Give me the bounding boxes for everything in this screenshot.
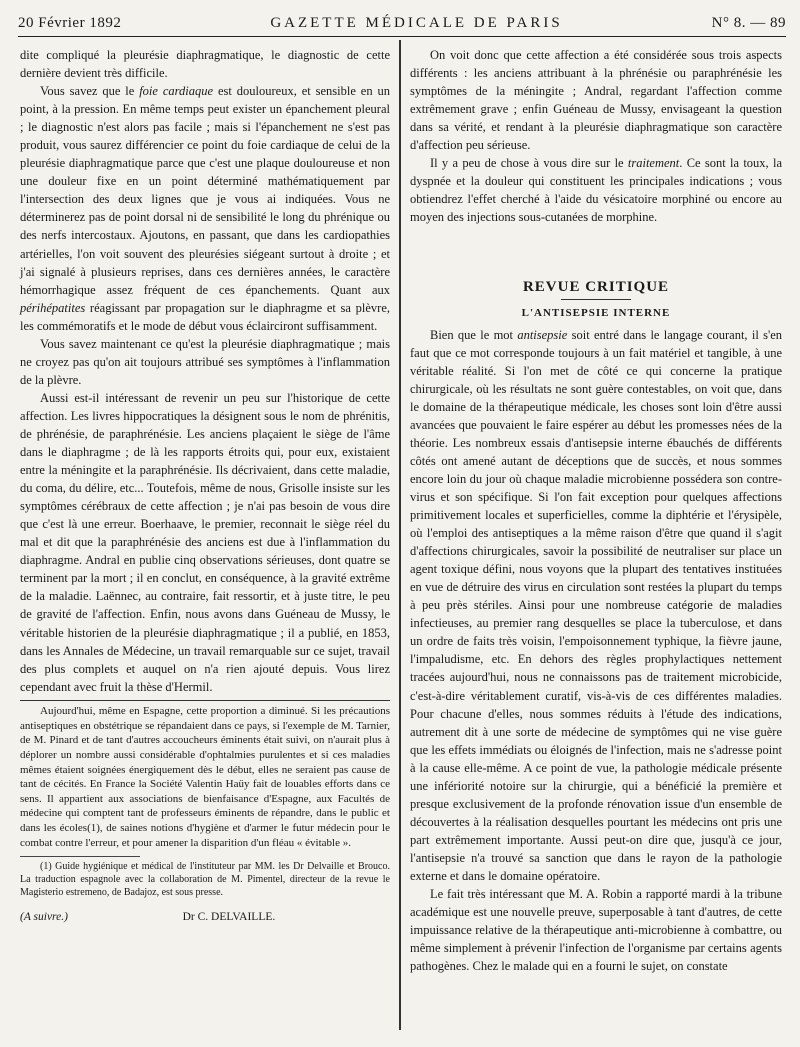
left-paragraph-3: Vous savez maintenant ce qu'est la pleurésie diaphragmatique ; mais ne croyez pas qu'on ait toujours attribué ses symptômes à l'inflammation de la plèvre.	[20, 336, 390, 387]
antisepsie-term: antisepsie	[517, 327, 568, 342]
section-title: REVUE CRITIQUE	[522, 279, 670, 296]
footnote: (1) Guide hygiénique et médical de l'instituteur par MM. les Dr Delvaille et Brouco. La traduction espagnole avec la collaboration de M. Pimentel, directeur de la revue le Magisterio estremeno, de Badajoz, est sous presse.	[20, 861, 390, 898]
header-title: GAZETTE MÉDICALE DE PARIS	[270, 14, 563, 31]
a-suivre: (A suivre.)	[20, 910, 68, 923]
right-column	[410, 46, 782, 975]
left-column	[20, 46, 390, 926]
right-paragraph-4: Le fait très intéressant que M. A. Robin a rapporté mardi à la tribune académique est une nouvelle preuve, superposable à tant d'autres, de cette impuissance relative de la thérapeutique anti-microbienne à combattre, ou même simplement à prévenir l'infection de l'organisme par certains agents pathogènes. Chez le malade qui en a fourni le sujet, on constate	[410, 887, 782, 974]
left-paragraph-5: Aujourd'hui, même en Espagne, cette proportion a diminué. Si les précautions antiseptiques en obstétrique se répandaient dans ce pays, si l'exemple de M. Tarnier, de M. Pinard et de tant d'autres accoucheurs éminents était suivi, on n'aurait plus à déplorer un nombre aussi considérable d'ophtalmies purulentes et si ces maladies mêmes étaient soignées énergiquement dès le début, elles ne seraient pas cause de tant de cécités. En France la Société Valentin Haüy fait de louables efforts dans ce sens. Il appartient aux associations de bienfaisance d'Espagne, aux Facultés de médecine qui comptent tant de professeurs éminents de répandre, dans le public et dans les écoles(1), de saines notions d'hygiène et d'armer le futur médecin pour le combat contre l'erreur, et pour amener la disparition d'un fléau « évitable ».	[20, 705, 390, 849]
article-subtitle: L'ANTISEPSIE INTERNE	[521, 306, 671, 319]
left-paragraph-2: Vous savez que le foie cardiaque est douloureux, et sensible en un point, à la pression. En même temps peut exister un épanchement pleural ; le diagnostic n'est alors pas facile ; mais si l'épanchement ne s'est pas produit, vous saurez différencier ce point du foie cardiaque de celui de la pleurésie diaphragmatique parce que c'est une plaque douloureuse et non une douleur fixe en un point déterminé mathématiquement par l'intersection des deux lignes que je vous ai indiquées. Vous ne déterminerez pas de point dorsal ni de sensibilité le long du phrénique ou des nerfs intercostaux. Ajoutons, en passant, que dans les cardiopathies artérielles, l'on voit souvent des pleurésies siégeant surtout à droite ; et j'ai signalé à plusieurs reprises, dans ces dernières années, le caractère hémorrhagique assez fréquent de ces épanchements. Quant aux périhépatites réagissant par propagation sur le diaphragme et sa plèvre, les commémoratifs et le mode de début vous éclairciront suffisamment.	[20, 84, 390, 333]
foie-cardiaque-term: foie cardiaque	[139, 84, 214, 99]
column-divider	[399, 40, 401, 1030]
section-rule	[561, 299, 631, 300]
traitement-term: traitement	[627, 156, 680, 171]
footnote-rule	[20, 856, 140, 857]
right-paragraph-2: Il y a peu de chose à vous dire sur le traitement. Ce sont la toux, la dyspnée et la douleur qui constituent les principales indications ; vous obtiendrez l'effet cherché à l'aide du vésicatoire morphiné ou encore au moyen des injections sous-cutanées de morphine.	[410, 156, 782, 225]
signature-row	[20, 908, 390, 926]
page-header	[18, 10, 786, 37]
right-paragraph-1: On voit donc que cette affection a été considérée sous trois aspects différents : les anciens attribuant à la phrénésie ou paraphrénésie les symptômes de la méningite ; Andral, regardant l'affection comme extrêmement grave ; enfin Guéneau de Mussy, envisageant la question dans sa vérité, et rendant à la pleurésie diaphragmatique son caractère d'affection peu sérieuse.	[410, 48, 782, 153]
author-signature: Dr C. DELVAILLE.	[182, 910, 276, 923]
header-issue: N° 8. — 89	[711, 14, 786, 31]
left-paragraph-1: dite compliqué la pleurésie diaphragmatique, le diagnostic de cette dernière devient très difficile.	[20, 48, 390, 81]
article-separator	[20, 700, 390, 702]
perihepatites-term: périhépatites	[20, 300, 86, 315]
header-date: 20 Février 1892	[18, 14, 122, 31]
left-paragraph-4: Aussi est-il intéressant de revenir un peu sur l'historique de cette affection. Les livres hippocratiques la désignent sous le nom de phrénitis, de phrénésie, de paraphrénésie. Les anciens plaçaient le siège de l'âme dans le diaphragme ; de là les rapports étroits qui, pour eux, existaient entre la méningite et la paraphrénésie. Ils décrivaient, dans cette maladie, du coma, du délire, etc... Toutefois, même de nous, Grisolle insiste sur les symptômes cérébraux de cette affection ; je n'ai pas besoin de vous dire que c'est là une erreur. Boerhaave, le premier, reconnait le siège réel du mal et dit que la paraphrénésie des anciens est due à l'inflammation du diaphragme. Andral en publie cinq observations sérieuses, dont quatre se terminent par la mort ; il en conclut, en conséquence, à la gravité extrême de la maladie. Laënnec, au contraire, fait ressortir, et à juste titre, le peu de gravité de l'affection. Enfin, nous avons dans Guéneau de Mussy, le véritable historien de la pleurésie diaphragmatique ; il a publié, en 1853, dans les Annales de Médecine, un travail remarquable sur ce sujet, travail des plus complets et auquel on n'a rien ajouté depuis. Vous lirez cependant avec fruit la thèse d'Hermil.	[20, 390, 390, 694]
right-paragraph-3: Bien que le mot antisepsie soit entré dans le langage courant, il s'en faut que ce mot corresponde toujours à un fait matériel et tangible, à une véritable réalité. Si l'on met de côté ce qui concerne la pratique chirurgicale, où les résultats ne sont guère contestables, on voit que, dans le domaine de la thérapeutique médicale, les choses sont loin d'être aussi avancées que pouvaient le faire espérer au début les promesses nées de la théorie. Les nombreux essais d'antisepsie interne ébauchés de différents côtés ont amené autant de déceptions que de succès, et nous sommes encore loin du jour où chaque maladie microbienne possédera son contre-virus et son spécifique. Si l'on fait exception pour quelques affections primitivement locales et superficielles, comme la diphtérie et l'érysipèle, où l'emploi des antiseptiques a la même raison d'être que quand il s'agit d'affections chirurgicales, savoir la possibilité de neutraliser sur place un agent toxique défini, nous voyons que la plupart des tentatives instituées en vue de détruire des virus en circulation sont restées la plupart du temps à peu près stériles. Ainsi pour une nombreuse catégorie de maladies infectieuses, au premier rang desquelles se place la tuberculose, et dans un ordre de faits très voisin, l'empoisonnement typhique, la fièvre jaune, l'impaludisme, etc. En dehors des règles prophylactiques nettement tracées aujourd'hui, nous ne connaissons pas de traitement microbicide, c'est-à-dire véritablement curatif, vis-à-vis de ces différentes maladies. Pour chacune d'elles, nous sommes réduits à l'étude des indications, autrement dit à une sorte de médecine de symptômes qui ne vise guère que les effets immédiats ou éloignés de l'infection, mais ne s'adresse point à la cause elle-même. A ce point de vue, la pathologie médicale présente une infériorité notoire sur la chirurgie, qui a bénéficié la première et presque exclusivement de la profonde rénovation issue d'un ensemble de découvertes à la réalisation desquelles pourtant les médecins ont pris une part extrêmement importante. Aussi peut-on dire que, jusqu'à ce jour, l'antisepsie n'a trouvé sa sanction que dans le rayon de la pathologie externe et dans le domaine opératoire.	[410, 327, 782, 883]
